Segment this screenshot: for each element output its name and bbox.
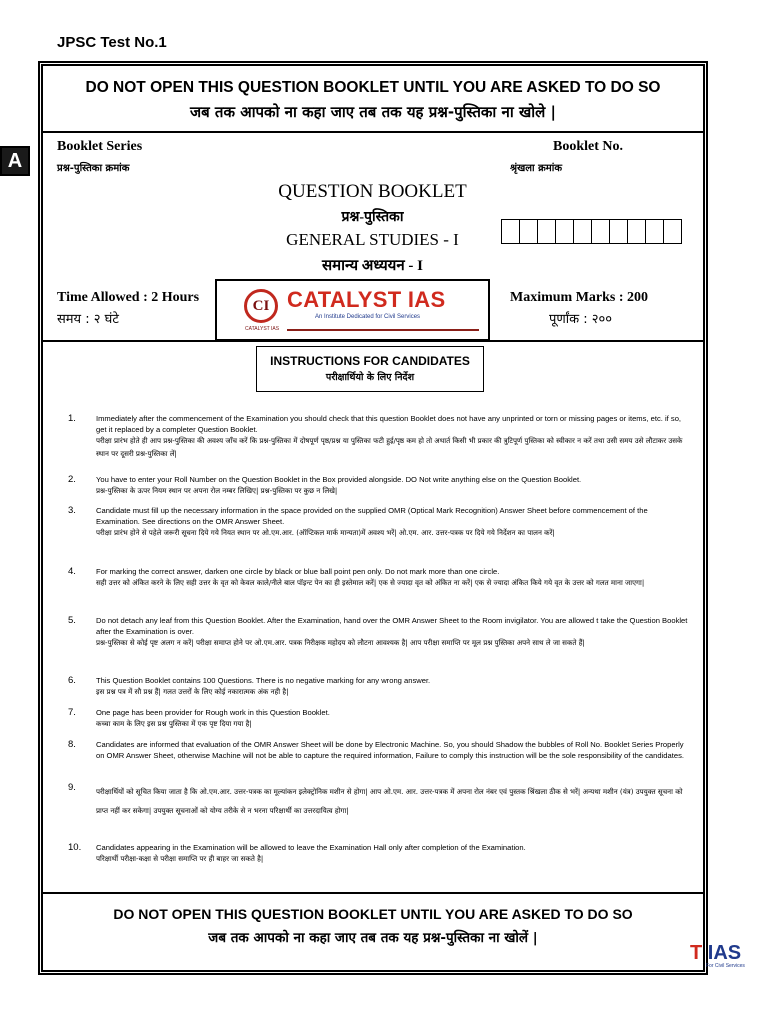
instruction-english: Candidates are informed that evaluation of the OMR Answer Sheet will be done by Electronic Machine. So, you should Shadow the bubbles of Roll No. Booklet Series Properly on OMR Answer Sheet, otherwise Machine will not be able to capture the required information, Failure to comply this instruction will be the sole responsibility of the candidates. <box>96 740 684 760</box>
instruction-number: 10. <box>68 842 82 853</box>
logo-emblem-icon: CI <box>244 289 278 323</box>
instruction-hindi: कच्चा काम के लिए इस प्रश्न पुस्तिका में एक पृष्ट दिया गया है| <box>96 719 252 728</box>
maximum-marks: Maximum Marks : 200 <box>510 290 649 305</box>
booklet-number-digit-box[interactable] <box>573 219 592 244</box>
corner-logo-letter: T <box>690 942 703 964</box>
corner-logo-subtext: For Civil Services <box>706 963 745 969</box>
instruction-hindi: प्रश्न-पुस्तिका से कोई पृष्ट अलग न करें| परीक्षा समाप्त होने पर ओ.एम.आर. पत्रक निरीक्षक महोदय को लौटना आवश्यक है| आप परीक्षा समाप्ति पर मूल प्रश्न पुस्तिका अपने साथ ले जा सकते हैं| <box>96 638 585 647</box>
booklet-title: QUESTION BOOKLET <box>278 181 467 202</box>
booklet-number-digit-box[interactable] <box>591 219 610 244</box>
instruction-hindi: सही उत्तर को अंकित करने के लिए सही उत्तर के वृत को केवल काले/नीले बाल पॉइन्ट पेन का ही इस्तेमाल करें| एक से ज्यादा वृत को अंकित ना करें| एक से ज्यादा अंकित किये गये वृत के उत्तर को गलत माना जाएगा| <box>96 578 645 587</box>
instruction-number: 5. <box>68 615 76 626</box>
booklet-series-label-hindi: प्रश्न-पुस्तिका क्रमांक <box>57 163 130 174</box>
instruction-number: 8. <box>68 739 76 750</box>
instruction-item <box>68 707 690 731</box>
test-number-heading: JPSC Test No.1 <box>57 34 167 51</box>
booklet-number-digit-box[interactable] <box>501 219 520 244</box>
logo-tagline: An Institute Dedicated for Civil Services <box>315 314 421 320</box>
instruction-hindi: परीक्षार्थियों को सूचित किया जाता है कि ओ.एम.आर. उत्तर-पत्रक का मूल्यांकन इलेक्ट्रोनिक मशीन से होगा| आप ओ.एम. आर. उत्तर-पत्रक में अपना रोल नंबर एवं पुस्तक श्रिंखला ठीक से भरें| अन्यथा मशीन (यंत्र) उपयुक्त सूचना को प्राप्त नहीं कर सकेगा| उपयुक्त सूचनाओं को योग्य तरीके से न भरना परिक्षार्थी का उत्तरदायित्व होगा| <box>96 787 683 815</box>
instruction-item <box>68 505 690 540</box>
instructions-title-hindi: परीक्षार्थियो के लिए निर्देश <box>325 372 415 383</box>
booklet-number-digit-box[interactable] <box>609 219 628 244</box>
instruction-hindi: इस प्रश्न पत्र में सौ प्रश्न हैं| गलत उत्तरों के लिए कोई नकारात्मक अंक नही है| <box>96 687 289 696</box>
warning-top-english: DO NOT OPEN THIS QUESTION BOOKLET UNTIL YOU ARE ASKED TO DO SO <box>85 79 661 96</box>
instruction-item <box>68 739 690 761</box>
instruction-number: 7. <box>68 707 76 718</box>
booklet-number-digit-box[interactable] <box>627 219 646 244</box>
corner-logo-fragment <box>690 942 741 965</box>
instruction-english: For marking the correct answer, darken one circle by black or blue ball point pen only. Do not mark more than one circle. <box>96 567 500 576</box>
booklet-series-label: Booklet Series <box>57 139 143 154</box>
instruction-hindi: परिक्षार्थी परीक्षा-कक्षा से परीक्षा समाप्ति पर ही बाहर जा सकते है| <box>96 854 264 863</box>
booklet-number-digit-box[interactable] <box>537 219 556 244</box>
instruction-english: Candidates appearing in the Examination will be allowed to leave the Examination Hall only after completion of the Examination. <box>96 843 526 852</box>
warning-bottom-hindi: जब तक आपको ना कहा जाए तब तक यह प्रश्न-पुस्तिका ना खोलें | <box>208 930 538 946</box>
instruction-english: One page has been provider for Rough work in this Question Booklet. <box>96 708 330 717</box>
time-allowed: Time Allowed : 2 Hours <box>57 290 200 305</box>
instructions-header-box <box>256 346 484 392</box>
logo-brand-name: CATALYST IAS <box>287 287 446 312</box>
subject-title-hindi: समान्य अध्ययन - I <box>321 258 424 274</box>
instruction-english: This Question Booklet contains 100 Questions. There is no negative marking for any wrong answer. <box>96 676 431 685</box>
instruction-number: 9. <box>68 782 76 793</box>
instruction-english: Immediately after the commencement of the Examination you should check that this question Booklet does not have any unprinted or torn or missing pages or items, etc. if so, get it replaced by a completer Question Booklet. <box>96 414 682 434</box>
instruction-item <box>68 615 690 650</box>
instruction-hindi: परीक्षा प्रारंभ होते ही आप प्रश्न-पुस्तिका की अवश्य जाँच करें कि प्रश्न-पुस्तिका में दोषपूर्ण पृष्ठ/प्रश्न या पुस्तिका फटी हुई/पृष्ठ कम हो तो अथार्त किसी भी प्रकार की त्रुटिपूर्ण पुस्तिका को स्वीकार न करें तथा उसी समय उसे लौटाकर उसके स्थान पर दूसरी प्रश्न-पुस्तिका लें| <box>96 436 683 458</box>
booklet-number-digit-box[interactable] <box>645 219 664 244</box>
booklet-number-digit-box[interactable] <box>519 219 538 244</box>
instruction-item <box>68 566 690 590</box>
instruction-english: Do not detach any leaf from this Question Booklet. After the Examination, hand over the OMR Answer Sheet to the Room invigilator. You are allowed t take the Question Booklet after the Examination is over. <box>96 616 688 636</box>
instruction-hindi: परीक्षा प्रारंभ होने से पहेले जरूरी सूचना दिये गये नियत स्थान पर ओ.एम.आर. (ऑप्टिकल मार्क मान्यता)में अवश्य भरें| ओ.एम. आर. उत्तर-पत्रक पर दिये गये निर्देशन का पालन करें| <box>96 528 555 537</box>
instruction-item <box>68 474 690 498</box>
divider-bottom <box>41 892 705 894</box>
instruction-hindi: प्रश्न-पुस्तिका के ऊपर नियम स्थान पर अपना रोल नम्बर लिखिए| प्रश्न-पुस्तिका पर कुछ न लिखे| <box>96 486 338 495</box>
booklet-series-letter: A <box>0 146 30 176</box>
logo-small-text: CATALYST IAS <box>245 326 280 332</box>
booklet-number-label-hindi: श्रृंखला क्रमांक <box>510 163 563 174</box>
booklet-number-digit-box[interactable] <box>663 219 682 244</box>
instruction-item <box>68 675 690 699</box>
instruction-english: You have to enter your Roll Number on the Question Booklet in the Box provided alongside. DO Not write anything else on the Question Booklet. <box>96 475 582 484</box>
warning-bottom-english: DO NOT OPEN THIS QUESTION BOOKLET UNTIL YOU ARE ASKED TO DO SO <box>113 906 633 922</box>
instruction-item <box>68 842 690 866</box>
instruction-number: 1. <box>68 413 76 424</box>
instruction-number: 6. <box>68 675 76 686</box>
time-allowed-hindi: समय : २ घंटे <box>57 312 119 327</box>
booklet-number-boxes <box>502 219 682 244</box>
instruction-number: 2. <box>68 474 76 485</box>
instruction-item <box>68 782 690 820</box>
instruction-number: 3. <box>68 505 76 516</box>
booklet-title-hindi: प्रश्न-पुस्तिका <box>341 210 404 225</box>
divider-top <box>41 131 705 133</box>
booklet-number-label: Booklet No. <box>553 139 623 154</box>
logo-underline <box>287 329 479 331</box>
instruction-english: Candidate must fill up the necessary information in the space provided on the supplied OMR (Optical Mark Recognition) Answer Sheet before commencement of the Examination. See directions on the OMR Answer Sheet. <box>96 506 648 526</box>
corner-logo-text: IAS <box>702 942 742 964</box>
instruction-item <box>68 413 690 460</box>
catalyst-ias-logo <box>215 279 490 341</box>
booklet-number-digit-box[interactable] <box>555 219 574 244</box>
subject-title: GENERAL STUDIES - I <box>286 230 459 249</box>
instruction-number: 4. <box>68 566 76 577</box>
warning-top-hindi: जब तक आपको ना कहा जाए तब तक यह प्रश्न-पुस्तिका ना खोले | <box>189 103 556 121</box>
instructions-title: INSTRUCTIONS FOR CANDIDATES <box>270 354 470 368</box>
maximum-marks-hindi: पूर्णांक : २०० <box>549 312 613 327</box>
